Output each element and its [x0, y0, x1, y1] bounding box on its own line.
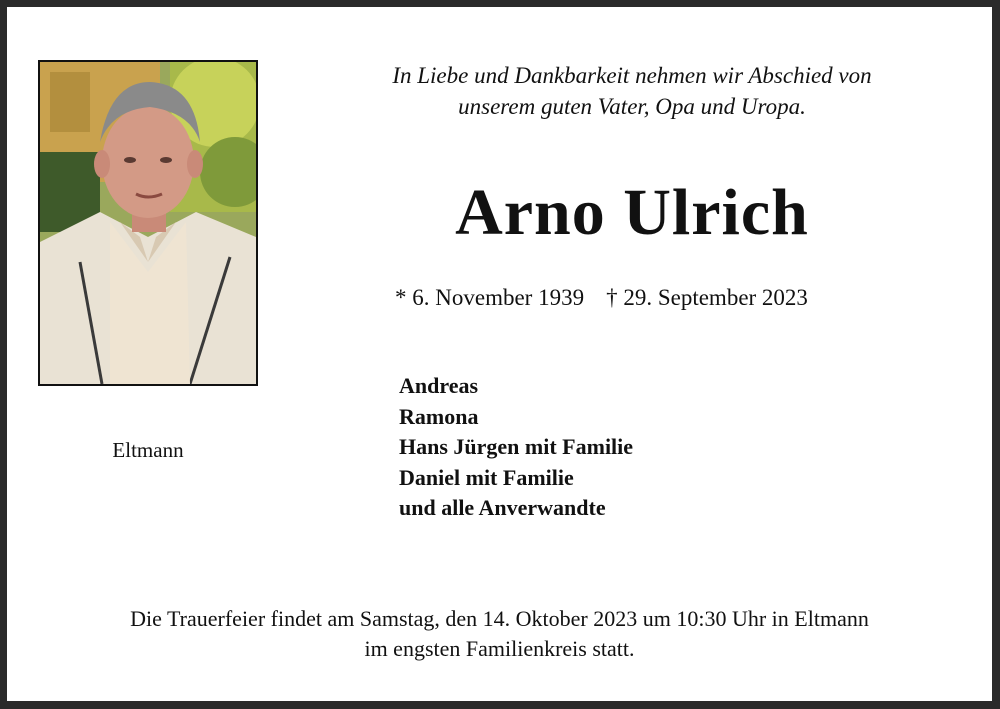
mourner-item: Andreas [399, 373, 479, 398]
mourner-item: und alle Anverwandte [399, 495, 606, 520]
intro-line-1: In Liebe und Dankbarkeit nehmen wir Abschied von [392, 63, 872, 88]
mourner-item: Hans Jürgen mit Familie [399, 434, 634, 459]
birth-date: * 6. November 1939 [395, 285, 585, 310]
life-dates [395, 283, 915, 313]
death-date: † 29. September 2023 [606, 285, 808, 310]
deceased-name: Arno Ulrich [455, 176, 809, 249]
obituary-card [7, 7, 992, 701]
funeral-notice-line-1: Die Trauerfeier findet am Samstag, den 14. Oktober 2023 um 10:30 Uhr in Eltmann [130, 606, 869, 631]
intro-line-2: unserem guten Vater, Opa und Uropa. [458, 94, 806, 119]
location: Eltmann [112, 438, 184, 462]
mourner-item: Ramona [399, 403, 479, 429]
funeral-notice-line-2: im engsten Familienkreis statt. [364, 636, 635, 661]
portrait-photo [38, 60, 258, 386]
funeral-notice [17, 604, 982, 664]
intro-text [327, 60, 937, 122]
mourner-item: Daniel mit Familie [399, 464, 574, 490]
mourners-list [399, 371, 633, 524]
